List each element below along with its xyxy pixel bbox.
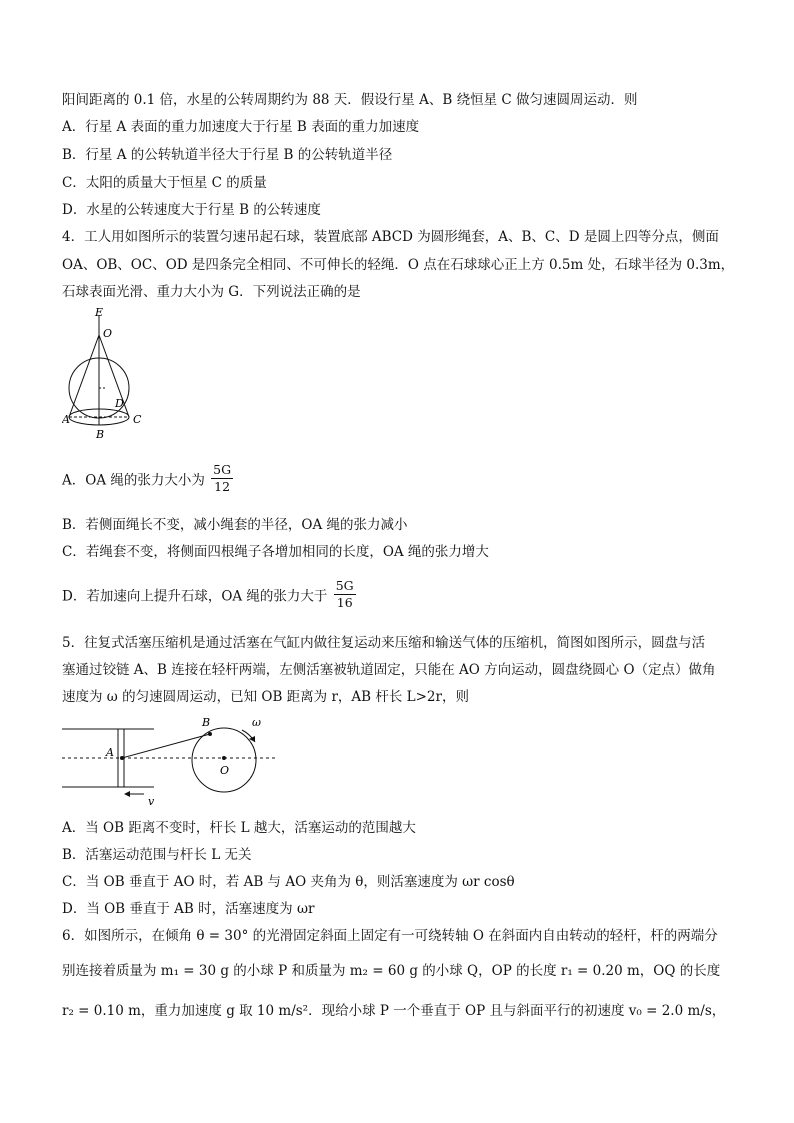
option-d [62, 578, 356, 611]
piston-compressor-figure [62, 712, 282, 807]
label-c: C [133, 413, 142, 426]
question-4-stem: OA、OB、OC、OD 是四条完全相同、不可伸长的轻绳．O 点在石球球心正上方 0.5m 处，石球半径为 0.3m， [62, 257, 735, 273]
text-line: 阳间距离的 0.1 倍，水星的公转周期约为 88 天．假设行星 A、B 绕恒星 C 做匀速圆周运动．则 [62, 92, 638, 108]
label-o: O [220, 764, 230, 777]
label-b: B [96, 428, 105, 441]
option-a: A．行星 A 表面的重力加速度大于行星 B 表面的重力加速度 [62, 119, 420, 135]
fraction-numerator: 5G [335, 578, 354, 593]
stone-ball-figure [62, 305, 162, 445]
question-6-stem: r₂ = 0.10 m，重力加速度 g 取 10 m/s²．现给小球 P 一个垂直于 OP 且与斜面平行的初速度 v₀ = 2.0 m/s， [62, 1003, 726, 1019]
label-a: A [106, 746, 114, 759]
arrow-icon [124, 791, 130, 797]
fraction [334, 578, 356, 611]
option-d-text: D．若加速向上提升石球，OA 绳的张力大于 [62, 588, 328, 605]
label-omega: ω [252, 716, 261, 729]
question-5-stem: 5．往复式活塞压缩机是通过活塞在气缸内做往复运动来压缩和输送气体的压缩机，简图如图所示，圆盘与活 [62, 635, 706, 651]
option-d: D．水星的公转速度大于行星 B 的公转速度 [62, 202, 321, 218]
option-d: D．当 OB 垂直于 AB 时，活塞速度为 ωr [62, 901, 315, 917]
question-5-stem: 速度为 ω 的匀速圆周运动，已知 OB 距离为 r，AB 杆长 L>2r，则 [62, 689, 469, 705]
option-a [62, 462, 233, 495]
option-a-text: A．OA 绳的张力大小为 [62, 472, 205, 489]
fraction-numerator: 5G [213, 462, 232, 477]
fraction-denominator: 16 [336, 595, 353, 610]
option-c: C．若绳套不变，将侧面四根绳子各增加相同的长度，OA 绳的张力增大 [62, 544, 489, 560]
hinge-a [120, 756, 124, 760]
question-6-stem: 别连接着质量为 m₁ = 30 g 的小球 P 和质量为 m₂ = 60 g 的小球 Q，OP 的长度 r₁ = 0.20 m，OQ 的长度 [62, 963, 721, 979]
question-5-stem: 塞通过铰链 A、B 连接在轻杆两端，左侧活塞被轨道固定，只能在 AO 方向运动，圆盘绕圆心 O（定点）做角 [62, 662, 716, 678]
question-4-stem: 4．工人用如图所示的装置匀速吊起石球，装置底部 ABCD 为圆形绳套，A、B、C、D 是圆上四等分点，侧面 [62, 229, 719, 245]
option-c: C．当 OB 垂直于 AO 时，若 AB 与 AO 夹角为 θ，则活塞速度为 ωr cosθ [62, 874, 515, 890]
label-d: D [115, 397, 124, 410]
label-e: E [95, 306, 104, 319]
question-6-stem: 6．如图所示，在倾角 θ = 30° 的光滑固定斜面上固定有一可绕转轴 O 在斜面内自由转动的轻杆，杆的两端分 [62, 928, 718, 944]
question-4-stem: 石球表面光滑、重力大小为 G．下列说法正确的是 [62, 284, 361, 300]
option-b: B．若侧面绳长不变，减小绳套的半径，OA 绳的张力减小 [62, 517, 408, 533]
label-o: O [103, 327, 113, 340]
fraction [211, 462, 233, 495]
option-b: B．活塞运动范围与杆长 L 无关 [62, 847, 252, 863]
option-c: C．太阳的质量大于恒星 C 的质量 [62, 175, 267, 191]
option-a: A．当 OB 距离不变时，杆长 L 越大，活塞运动的范围越大 [62, 820, 416, 836]
label-b: B [202, 716, 211, 729]
hinge-b [208, 732, 212, 736]
fraction-denominator: 12 [214, 479, 231, 494]
center-o [222, 756, 226, 760]
label-v: v [148, 795, 155, 807]
label-a: A [62, 413, 70, 426]
option-b: B．行星 A 的公转轨道半径大于行星 B 的公转轨道半径 [62, 147, 393, 163]
